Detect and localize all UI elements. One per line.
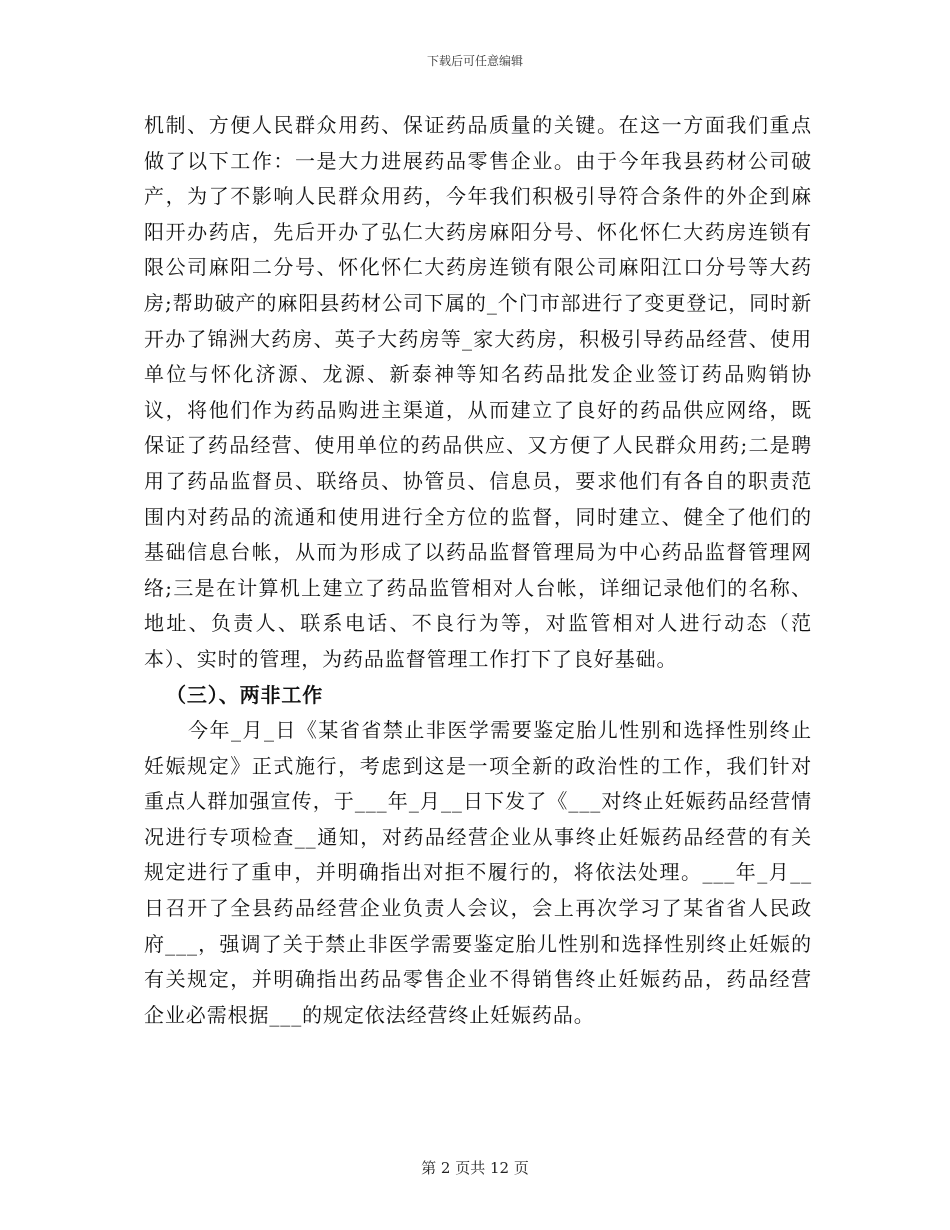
document-body	[144, 108, 812, 1033]
page-footer: 第 2 页共 12 页	[421, 1159, 529, 1177]
section-heading: （三）、两非工作	[166, 682, 324, 707]
paragraph-continuation: 机制、方便人民群众用药、保证药品质量的关键。在这一方面我们重点做了以下工作：一是大力进展药品零售企业。由于今年我县药材公司破产，为了不影响人民群众用药，今年我们积极引导符合条件的外企到麻阳开办药店，先后开办了弘仁大药房麻阳分号、怀化怀仁大药房连锁有限公司麻阳二分号、怀化怀仁大药房连锁有限公司麻阳江口分号等大药房;帮助破产的麻阳县药材公司下属的_个门市部进行了变更登记，同时新开办了锦洲大药房、英子大药房等_家大药房，积极引导药品经营、使用单位与怀化济源、龙源、新泰神等知名药品批发企业签订药品购销协议，将他们作为药品购进主渠道，从而建立了良好的药品供应网络，既保证了药品经营、使用单位的药品供应、又方便了人民群众用药;二是聘用了药品监督员、联络员、协管员、信息员，要求他们有各自的职责范围内对药品的流通和使用进行全方位的监督，同时建立、健全了他们的基础信息台帐，从而为形成了以药品监督管理局为中心药品监督管理网络;三是在计算机上建立了药品监管相对人台帐，详细记录他们的名称、地址、负责人、联系电话、不良行为等，对监管相对人进行动态（范本）、实时的管理，为药品监督管理工作打下了良好基础。	[144, 113, 812, 671]
paragraph-two: 今年_月_日《某省省禁止非医学需要鉴定胎儿性别和选择性别终止妊娠规定》正式施行，考虑到这是一项全新的政治性的工作，我们针对重点人群加强宣传，于___年_月__日下发了《___对终止妊娠药品经营情况进行专项检查__通知，对药品经营企业从事终止妊娠药品经营的有关规定进行了重申，并明确指出对拒不履行的，将依法处理。___年_月__日召开了全县药品经营企业负责人会议，会上再次学习了某省省人民政府___，强调了关于禁止非医学需要鉴定胎儿性别和选择性别终止妊娠的有关规定，并明确指出药品零售企业不得销售终止妊娠药品，药品经营企业必需根据___的规定依法经营终止妊娠药品。	[144, 718, 812, 1027]
page-header: 下载后可任意编辑	[426, 54, 523, 68]
